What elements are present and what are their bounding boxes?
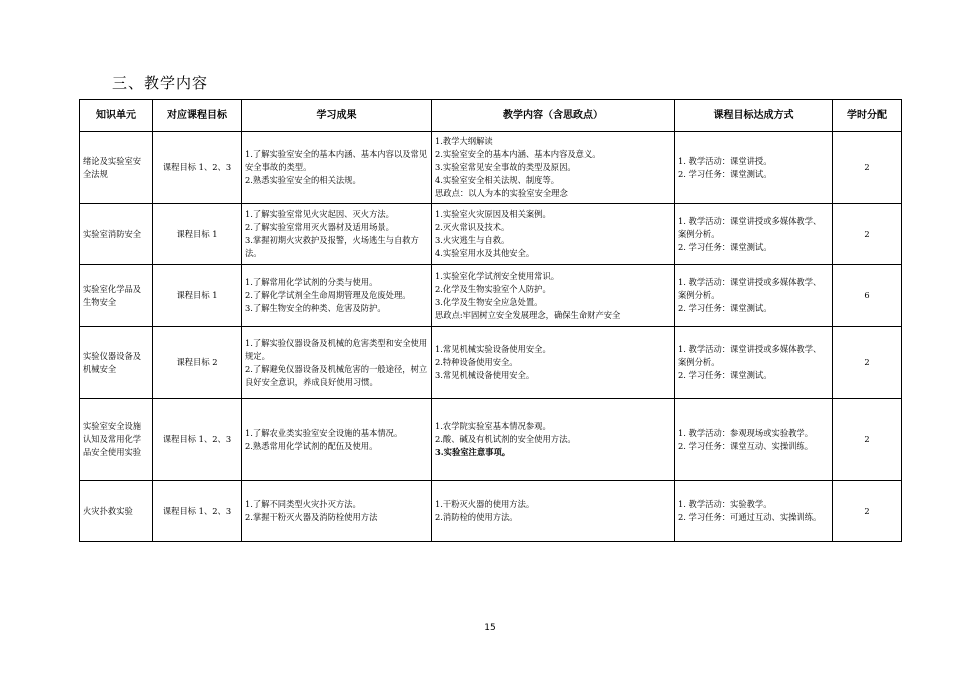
outcome-item: 1.了解不同类型火灾扑灭方法。 (245, 499, 361, 509)
teaching-content-cell (432, 399, 675, 481)
hours-cell: 6 (833, 265, 902, 327)
method-item: 2. 学习任务：课堂互动、实操训练。 (678, 440, 814, 451)
achievement-method-cell (675, 399, 833, 481)
teaching-content-cell (432, 481, 675, 542)
method-item: 1. 教学活动：实验教学。 (678, 499, 772, 509)
content-item: 1.教学大纲解读 (435, 136, 493, 146)
outcome-item: 1.了解实验室常见火灾起因、灭火方法。 (245, 209, 394, 219)
header-achievement-method: 课程目标达成方式 (675, 100, 833, 132)
knowledge-unit-cell: 实验室安全设施认知及常用化学品安全使用实验 (80, 399, 153, 481)
content-item: 3.实验室常见安全事故的类型及原因。 (435, 162, 576, 172)
teaching-content-cell (432, 327, 675, 399)
method-item: 1. 教学活动：参观现场或实验教学。 (678, 427, 814, 438)
learning-outcomes-cell (242, 265, 432, 327)
teaching-content-cell (432, 132, 675, 204)
learning-outcomes-cell (242, 204, 432, 265)
table-header-row (80, 100, 902, 132)
content-item: 3.化学及生物安全应急处置。 (435, 296, 543, 307)
outcome-item: 3.了解生物安全的种类、危害及防护。 (245, 303, 386, 313)
content-item: 2.实验室安全的基本内涵、基本内容及意义。 (435, 149, 601, 159)
table-row (80, 399, 902, 481)
content-item: 1.干粉灭火器的使用方法。 (435, 499, 535, 509)
teaching-content-cell (432, 204, 675, 265)
outcome-item: 1.了解常用化学试剂的分类与使用。 (245, 277, 378, 287)
content-item: 3.火灾逃生与自救。 (435, 235, 510, 245)
header-teaching-content: 教学内容（含思政点） (432, 100, 675, 132)
table-row (80, 327, 902, 399)
outcome-item: 2.熟悉常用化学试剂的配伍及使用。 (245, 440, 378, 451)
knowledge-unit-cell: 实验室化学品及生物安全 (80, 265, 153, 327)
course-goal-cell: 课程目标 1、2、3 (153, 132, 242, 204)
learning-outcomes-cell (242, 327, 432, 399)
table-row (80, 265, 902, 327)
method-item: 1. 教学活动：课堂讲授或多媒体教学、案例分析。 (678, 277, 822, 300)
outcome-item: 3.掌握初期火灾救护及报警，火场逃生与自救方法。 (245, 235, 419, 258)
content-item: 3.常见机械设备使用安全。 (435, 370, 535, 380)
outcome-item: 1.了解实验仪器设备及机械的危害类型和安全使用规定。 (245, 337, 428, 361)
outcome-item: 2.了解避免仪器设备及机械危害的一般途径，树立良好安全意识，养成良好使用习惯。 (245, 363, 428, 387)
content-item: 2.酸、碱及有机试剂的安全使用方法。 (435, 434, 576, 444)
content-item: 2.灭火常识及技术。 (435, 222, 510, 232)
course-goal-cell: 课程目标 2 (153, 327, 242, 399)
achievement-method-cell (675, 132, 833, 204)
outcome-item: 2.掌握干粉灭火器及消防栓使用方法 (245, 512, 378, 522)
course-goal-cell: 课程目标 1 (153, 204, 242, 265)
outcome-item: 1.了解农业类实验室安全设施的基本情况。 (245, 427, 403, 438)
learning-outcomes-cell (242, 399, 432, 481)
content-item: 1.农学院实验室基本情况参观。 (435, 421, 551, 431)
achievement-method-cell (675, 204, 833, 265)
hours-cell: 2 (833, 132, 902, 204)
content-item: 1.实验室化学试剂安全使用常识。 (435, 270, 560, 281)
content-item: 1.常见机械实验设备使用安全。 (435, 344, 551, 354)
hours-cell: 2 (833, 327, 902, 399)
learning-outcomes-cell (242, 132, 432, 204)
outcome-item: 2.了解化学试剂全生命周期管理及危废处理。 (245, 290, 411, 300)
knowledge-unit-cell: 实验仪器设备及机械安全 (80, 327, 153, 399)
achievement-method-cell (675, 481, 833, 542)
course-goal-cell: 课程目标 1 (153, 265, 242, 327)
method-item: 1. 教学活动：课堂讲授或多媒体教学、案例分析。 (678, 344, 822, 367)
method-item: 2. 学习任务：可通过互动、实操训练。 (678, 512, 822, 522)
method-item: 1. 教学活动：课堂讲授。 (678, 155, 772, 166)
header-knowledge-unit: 知识单元 (80, 100, 153, 132)
header-hours: 学时分配 (833, 100, 902, 132)
method-item: 2. 学习任务：课堂测试。 (678, 370, 772, 380)
content-item: 3.实验室注意事项。 (435, 447, 511, 457)
knowledge-unit-cell: 火灾扑救实验 (80, 481, 153, 542)
content-item: 4.实验室用水及其他安全。 (435, 248, 535, 258)
outcome-item: 2.熟悉实验室安全的相关法规。 (245, 175, 361, 185)
course-goal-cell: 课程目标 1、2、3 (153, 399, 242, 481)
outcome-item: 1.了解实验室安全的基本内涵、基本内容以及常见安全事故的类型。 (245, 149, 428, 172)
page-number: 15 (484, 623, 496, 633)
teaching-content-table (79, 99, 902, 542)
content-item: 2.化学及生物实验室个人防护。 (435, 283, 551, 294)
learning-outcomes-cell (242, 481, 432, 542)
table-row (80, 204, 902, 265)
outcome-item: 2.了解实验室常用灭火器材及适用场景。 (245, 222, 394, 232)
header-learning-outcomes: 学习成果 (242, 100, 432, 132)
course-goal-cell: 课程目标 1、2、3 (153, 481, 242, 542)
method-item: 1. 教学活动：课堂讲授或多媒体教学、案例分析。 (678, 215, 822, 239)
achievement-method-cell (675, 265, 833, 327)
knowledge-unit-cell: 绪论及实验室安全法规 (80, 132, 153, 204)
header-course-goal: 对应课程目标 (153, 100, 242, 132)
method-item: 2. 学习任务：课堂测试。 (678, 241, 772, 252)
knowledge-unit-cell: 实验室消防安全 (80, 204, 153, 265)
achievement-method-cell (675, 327, 833, 399)
hours-cell: 2 (833, 481, 902, 542)
content-item: 1.实验室火灾原因及相关案例。 (435, 209, 551, 219)
content-item: 2.消防栓的使用方法。 (435, 512, 518, 522)
method-item: 2. 学习任务：课堂测试。 (678, 168, 772, 179)
table-row (80, 481, 902, 542)
hours-cell: 2 (833, 399, 902, 481)
method-item: 2. 学习任务：课堂测试。 (678, 303, 772, 313)
section-title: 三、教学内容 (112, 74, 209, 92)
table-row (80, 132, 902, 204)
content-item: 4.实验室安全相关法规、制度等。 (435, 175, 560, 185)
ideology-point: 思政点:牢固树立安全发展理念，确保生命财产安全 (435, 309, 621, 320)
content-item: 2.特种设备使用安全。 (435, 357, 518, 367)
ideology-point: 思政点：以人为本的实验室安全理念 (435, 188, 568, 198)
hours-cell: 2 (833, 204, 902, 265)
teaching-content-cell (432, 265, 675, 327)
